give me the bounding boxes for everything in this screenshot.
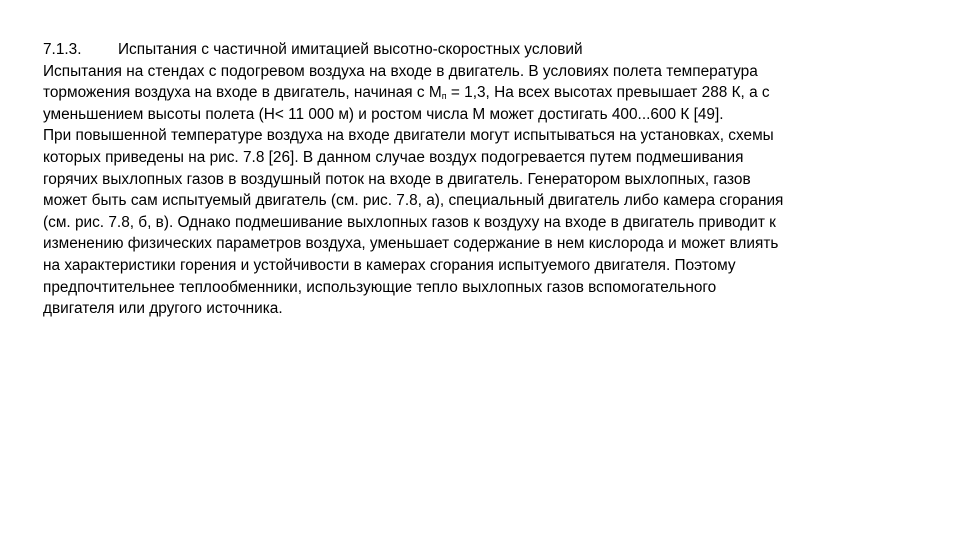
paragraph-1-line-1: Испытания на стендах с подогревом воздуха на входе в двигатель. В условиях полета температура — [43, 62, 758, 80]
paragraph-2-line-4: может быть сам испытуемый двигатель (см. рис. 7.8, а), специальный двигатель либо камера сгорания — [43, 192, 784, 210]
paragraph-2-line-3: горячих выхлопных газов в воздушный поток на входе в двигатель. Генератором выхлопных, газов — [43, 170, 751, 188]
paragraph-1-line-2-rest: = 1,3, На всех высотах превышает 288 К, а с — [446, 84, 770, 102]
paragraph-1-line-2-text: торможения воздуха на входе в двигатель, начиная с М — [43, 84, 442, 102]
paragraph-1-line-3: уменьшением высоты полета (Н< 11 000 м) и ростом числа М может достигать 400...600 К [49]. — [43, 105, 724, 123]
section-heading — [43, 39, 923, 61]
paragraph-2-line-6: изменению физических параметров воздуха, уменьшает содержание в нем кислорода и может влиять — [43, 235, 779, 253]
paragraph-2-line-8: предпочтительнее теплообменники, использующие тепло выхлопных газов вспомогательного — [43, 278, 717, 296]
paragraph-2-line-7: на характеристики горения и устойчивости в камерах сгорания испытуемого двигателя. Поэтому — [43, 256, 736, 274]
paragraph-2-line-1: При повышенной температуре воздуха на входе двигатели могут испытываться на установках, схемы — [43, 127, 774, 145]
paragraph-2-line-2: которых приведены на рис. 7.8 [26]. В данном случае воздух подогревается путем подмешивания — [43, 148, 744, 166]
paragraph-2-line-9: двигателя или другого источника. — [43, 300, 283, 318]
mach-subscript: п — [441, 91, 447, 102]
section-number: 7.1.3. — [43, 41, 82, 58]
paragraph-2-line-5: (см. рис. 7.8, б, в). Однако подмешивание выхлопных газов к воздуху на входе в двигатель приводит к — [43, 213, 776, 231]
section-title: Испытания с частичной имитацией высотно-скоростных условий — [118, 41, 583, 58]
paragraph-1-line-2 — [43, 82, 923, 104]
body-text — [43, 39, 923, 320]
